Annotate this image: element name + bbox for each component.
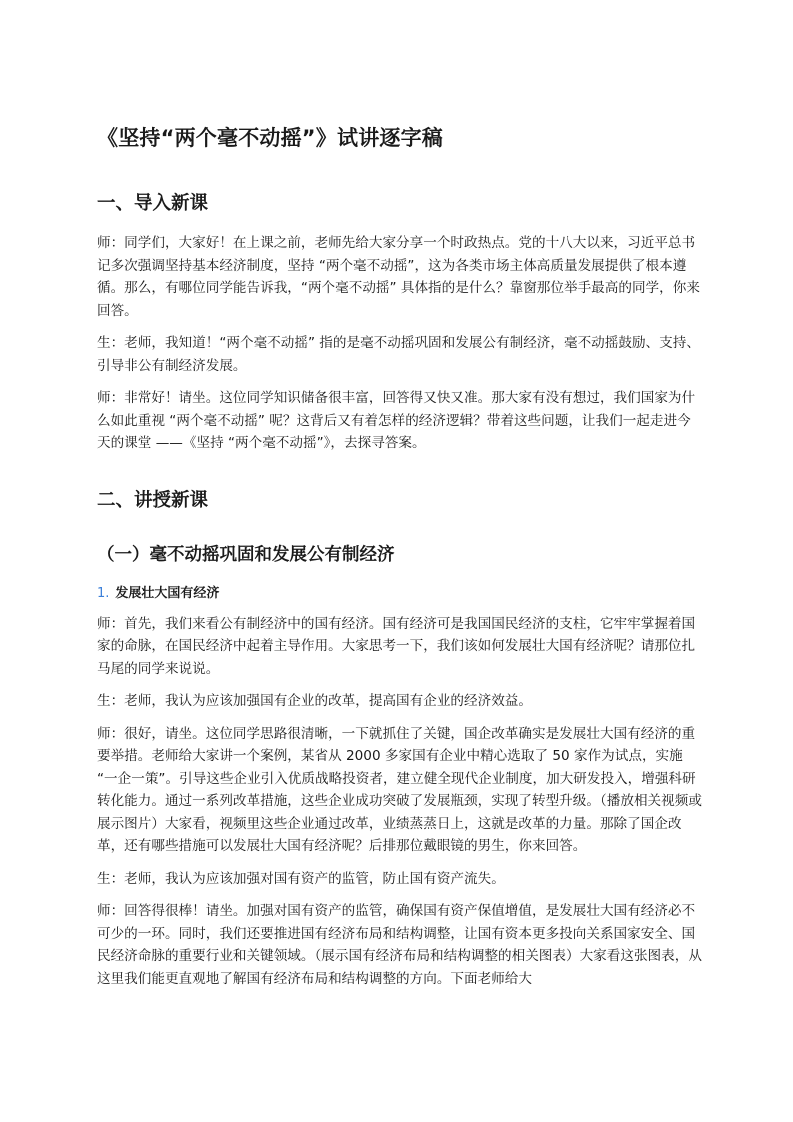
paragraph: 师：很好，请坐。这位同学思路很清晰，一下就抓住了关键，国企改革确实是发展壮大国有经济的重要举措。老师给大家讲一个案例，某省从 2000 多家国有企业中精心选取了 50 家作为试点，实施 “一企一策”。引导这些企业引入优质战略投资者，建立健全现代企业制度，加大研发投入，增强科研转化能力。通过一系列改革措施，这些企业成功突破了发展瓶颈，实现了转型升级。（播放相关视频或展示图片）大家看，视频里这些企业通过改革，业绩蒸蒸日上，这就是改革的力量。那除了国企改革，还有哪些措施可以发展壮大国有经济呢？后排那位戴眼镜的男生，你来回答。 <box>97 725 702 854</box>
paragraph: 师：回答得很棒！请坐。加强对国有资产的监管，确保国有资产保值增值，是发展壮大国有经济必不可少的一环。同时，我们还要推进国有经济布局和结构调整，让国有资本更多投向关系国家安全、国民经济命脉的重要行业和关键领域。（展示国有经济布局和结构调整的相关图表）大家看这张图表，从这里我们能更直观地了解国有经济布局和结构调整的方向。下面老师给大 <box>97 903 702 987</box>
paragraph: 生：老师，我认为应该加强对国有资产的监管，防止国有资产流失。 <box>97 870 505 887</box>
numbered-item-heading <box>97 583 703 605</box>
paragraph: 生：老师，我认为应该加强国有企业的改革，提高国有企业的经济效益。 <box>97 693 532 709</box>
subsection-heading: （一）毫不动摇巩固和发展公有制经济 <box>97 544 395 565</box>
section-heading-intro: 一、导入新课 <box>97 193 209 214</box>
item-title: 发展壮大国有经济 <box>115 585 220 601</box>
document-body <box>97 120 703 1000</box>
document-title: 《坚持“两个毫不动摇”》试讲逐字稿 <box>97 126 444 150</box>
section-heading-lecture: 二、讲授新课 <box>97 489 209 511</box>
paragraph: 师：非常好！请坐。这位同学知识储备很丰富，回答得又快又准。那大家有没有想过，我们国家为什么如此重视 “两个毫不动摇” 呢？这背后又有着怎样的经济逻辑？带着这些问题，让我们一起走进今天的课堂 ——《坚持 “两个毫不动摇”》，去探寻答案。 <box>97 390 696 451</box>
paragraph: 生：老师，我知道！“两个毫不动摇” 指的是毫不动摇巩固和发展公有制经济，毫不动摇鼓励、支持、引导非公有制经济发展。 <box>97 335 700 374</box>
paragraph: 师：首先，我们来看公有制经济中的国有经济。国有经济可是我国国民经济的支柱，它牢牢掌握着国家的命脉，在国民经济中起着主导作用。大家思考一下，我们该如何发展壮大国有经济呢？请那位扎马尾的同学来说说。 <box>97 615 696 677</box>
item-number: 1. <box>97 585 110 601</box>
paragraph: 师：同学们，大家好！在上课之前，老师先给大家分享一个时政热点。党的十八大以来，习近平总书记多次强调坚持基本经济制度，坚持 “两个毫不动摇”，这为各类市场主体高质量发展提供了根本遵循。那么，有哪位同学能告诉我，“两个毫不动摇” 具体指的是什么？靠窗那位举手最高的同学，你来回答。 <box>97 235 700 319</box>
